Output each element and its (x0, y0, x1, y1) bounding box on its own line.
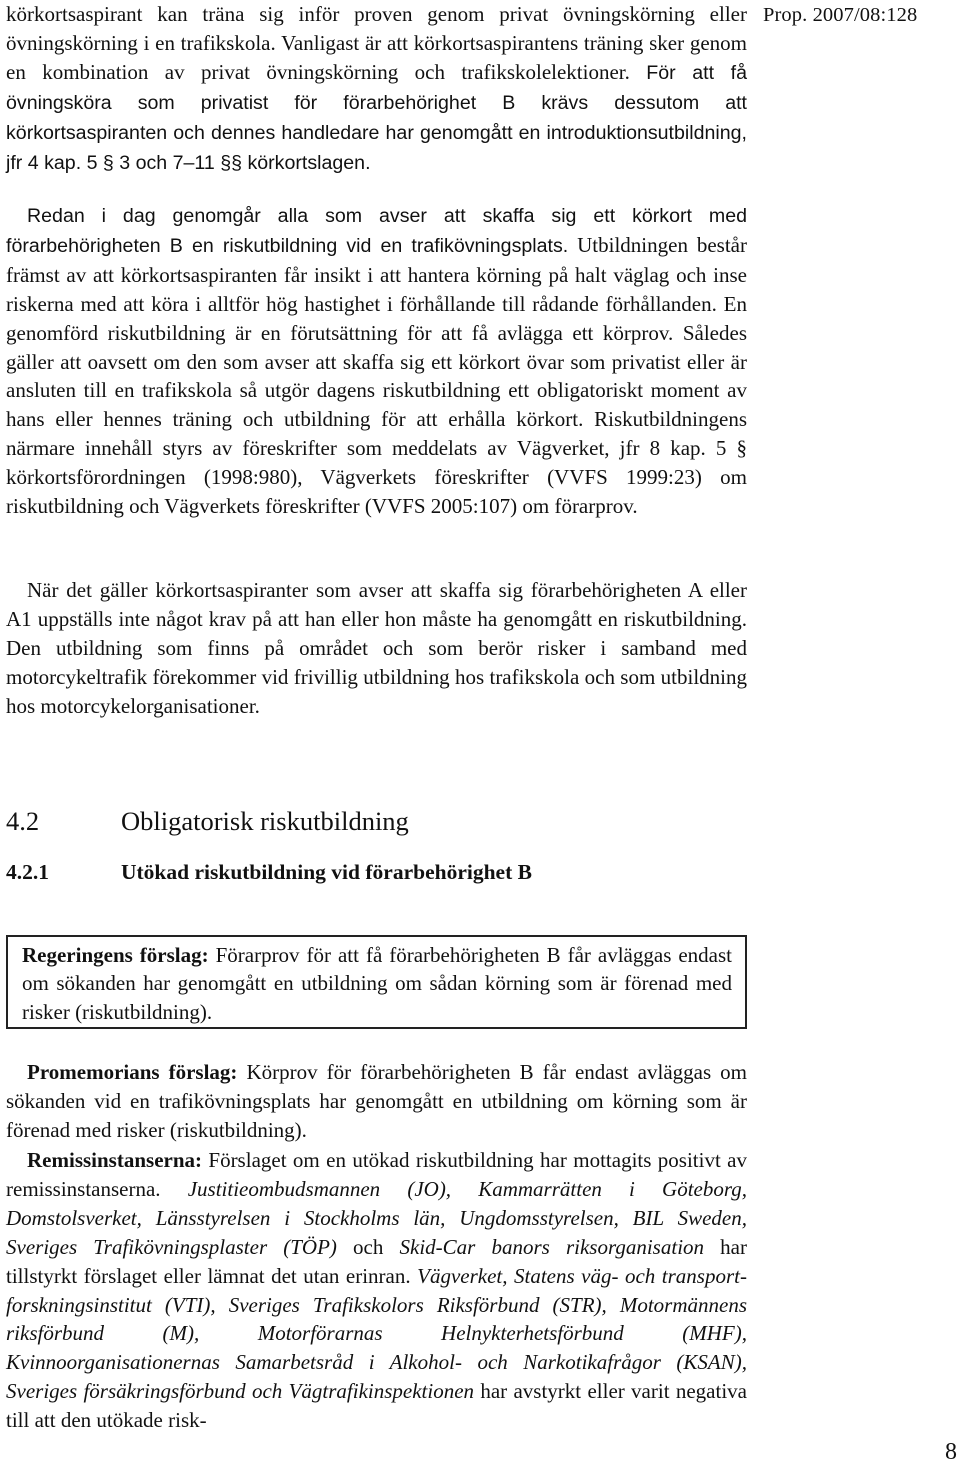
remiss-opponents: Vägverket, Statens väg- och transportforskningsinstitut (VTI), Sveriges Trafikskolors Riksförbund (STR), Motormännens riksförbund (M), Motorförarnas Helnykterhetsförbund (MHF), Kvinnoorganisationernas Samarbetsråd i Alkohol- och Narkotikafrågor (KSAN), Sveriges försäkringsförbund och Vägtrafikinspektionen (6, 1263, 747, 1404)
government-proposal-box (6, 935, 747, 1029)
paragraph-text: körkortsaspirant kan träna sig inför proven genom privat övningskörning eller övningskörning i en trafikskola. Vanligast är att körkortsaspirantens träning sker genom en kombination av privat övningskörning och trafikskolelektioner. (6, 2, 747, 84)
remiss-label: Remissinstanserna: (27, 1148, 203, 1172)
subsection-number: 4.2.1 (6, 860, 49, 884)
remiss-text: har tillstyrkt förslaget eller lämnat det utan erinran. (6, 1234, 747, 1288)
remiss-text: och (336, 1234, 400, 1259)
paragraph-risk-training (6, 201, 747, 521)
subsection-heading (6, 860, 532, 885)
paragraph-text: Utbildningen består främst av att körkortsaspiranten får insikt i att hantera körning på halt väglag och inse riskerna med att köra i alltför hög hastighet i förhållande till rådande förhållanden. En genomförd riskutbildning är en förutsättning för att få avlägga ett körprov. Således gäller att oavsett om den som avser att skaffa sig ett körkort övar som privatist eller är ansluten till en trafikskola så utgör dagens riskutbildning ett obligatoriskt moment av hans eller hennes träning och utbildning för att erhålla körkort. Riskutbildningens närmare innehåll styrs av föreskrifter som meddelats av Vägverket, jfr 8 kap. 5 § körkortsförordningen (1998:980), Vägverkets föreskrifter (VVFS 1999:23) om riskutbildning och Vägverkets föreskrifter (VVFS 2005:107) om förarprov. (6, 232, 747, 519)
section-heading (6, 806, 409, 837)
section-number: 4.2 (6, 806, 40, 836)
remiss-text: har avstyrkt eller varit negativa till att den utökade risk- (6, 1379, 747, 1433)
memo-label: Promemorians förslag: (27, 1060, 238, 1084)
paragraph-motorcycle: När det gäller körkortsaspiranter som avser att skaffa sig förarbehörigheten A eller A1 uppställs inte något krav på att han eller hon måste ha genomgått en riskutbildning. Den utbildning som finns på området och som berör risker i samband med motorcykeltrafik förekommer vid frivillig utbildning hos trafikskola och som utbildning hos motorcykelorganisationer. (6, 578, 747, 718)
memo-text: Körprov för förarbehörigheten B får endast avläggas om sökanden vid en trafikövningsplats har genomgått en utbildning om körning som är förenad med risker (riskutbildning). (6, 1060, 747, 1142)
proposition-reference: Prop. 2007/08:128 (763, 4, 918, 26)
government-proposal-text (22, 941, 732, 1026)
paragraph-consultation-bodies (6, 1146, 747, 1435)
remiss-text: Förslaget om en utökad riskutbildning har mottagits positivt av remissinstanserna. (6, 1148, 747, 1201)
paragraph-text-sans: För att få övningsköra som privatist för förarbehörighet B krävs dessutom att körkortsaspiranten och dennes handledare har genomgått en introduktionsutbildning, jfr 4 kap. 5 § 3 och 7–11 §§ körkortslagen. (6, 61, 747, 174)
remiss-supporter-skidcar: Skid-Car banors riksorganisation (399, 1234, 705, 1259)
paragraph-text-sans: Redan i dag genomgår alla som avser att skaffa sig ett körkort med förarbehörigheten B en riskutbildning vid en trafikövningsplats. (6, 205, 747, 257)
subsection-title: Utökad riskutbildning vid förarbehörighet B (121, 860, 532, 884)
paragraph-memo-proposal (6, 1058, 747, 1145)
remiss-supporters: Justitieombudsmannen (JO), Kammarrätten i Göteborg, Domstolsverket, Länsstyrelsen i Stockholms län, Ungdomsstyrelsen, BIL Sweden, Sveriges Trafikövningsplaster (TÖP) (6, 1176, 747, 1259)
proposal-text: Förarprov för att få förarbehörigheten B får avläggas endast om sökanden har genomgått en utbildning om sådan körning som är förenad med risker (riskutbildning). (22, 943, 732, 1024)
section-title: Obligatorisk riskutbildning (121, 806, 409, 836)
paragraph-driving-practice (6, 0, 747, 177)
proposal-label: Regeringens förslag: (22, 943, 209, 967)
page-number: 8 (945, 1439, 957, 1465)
